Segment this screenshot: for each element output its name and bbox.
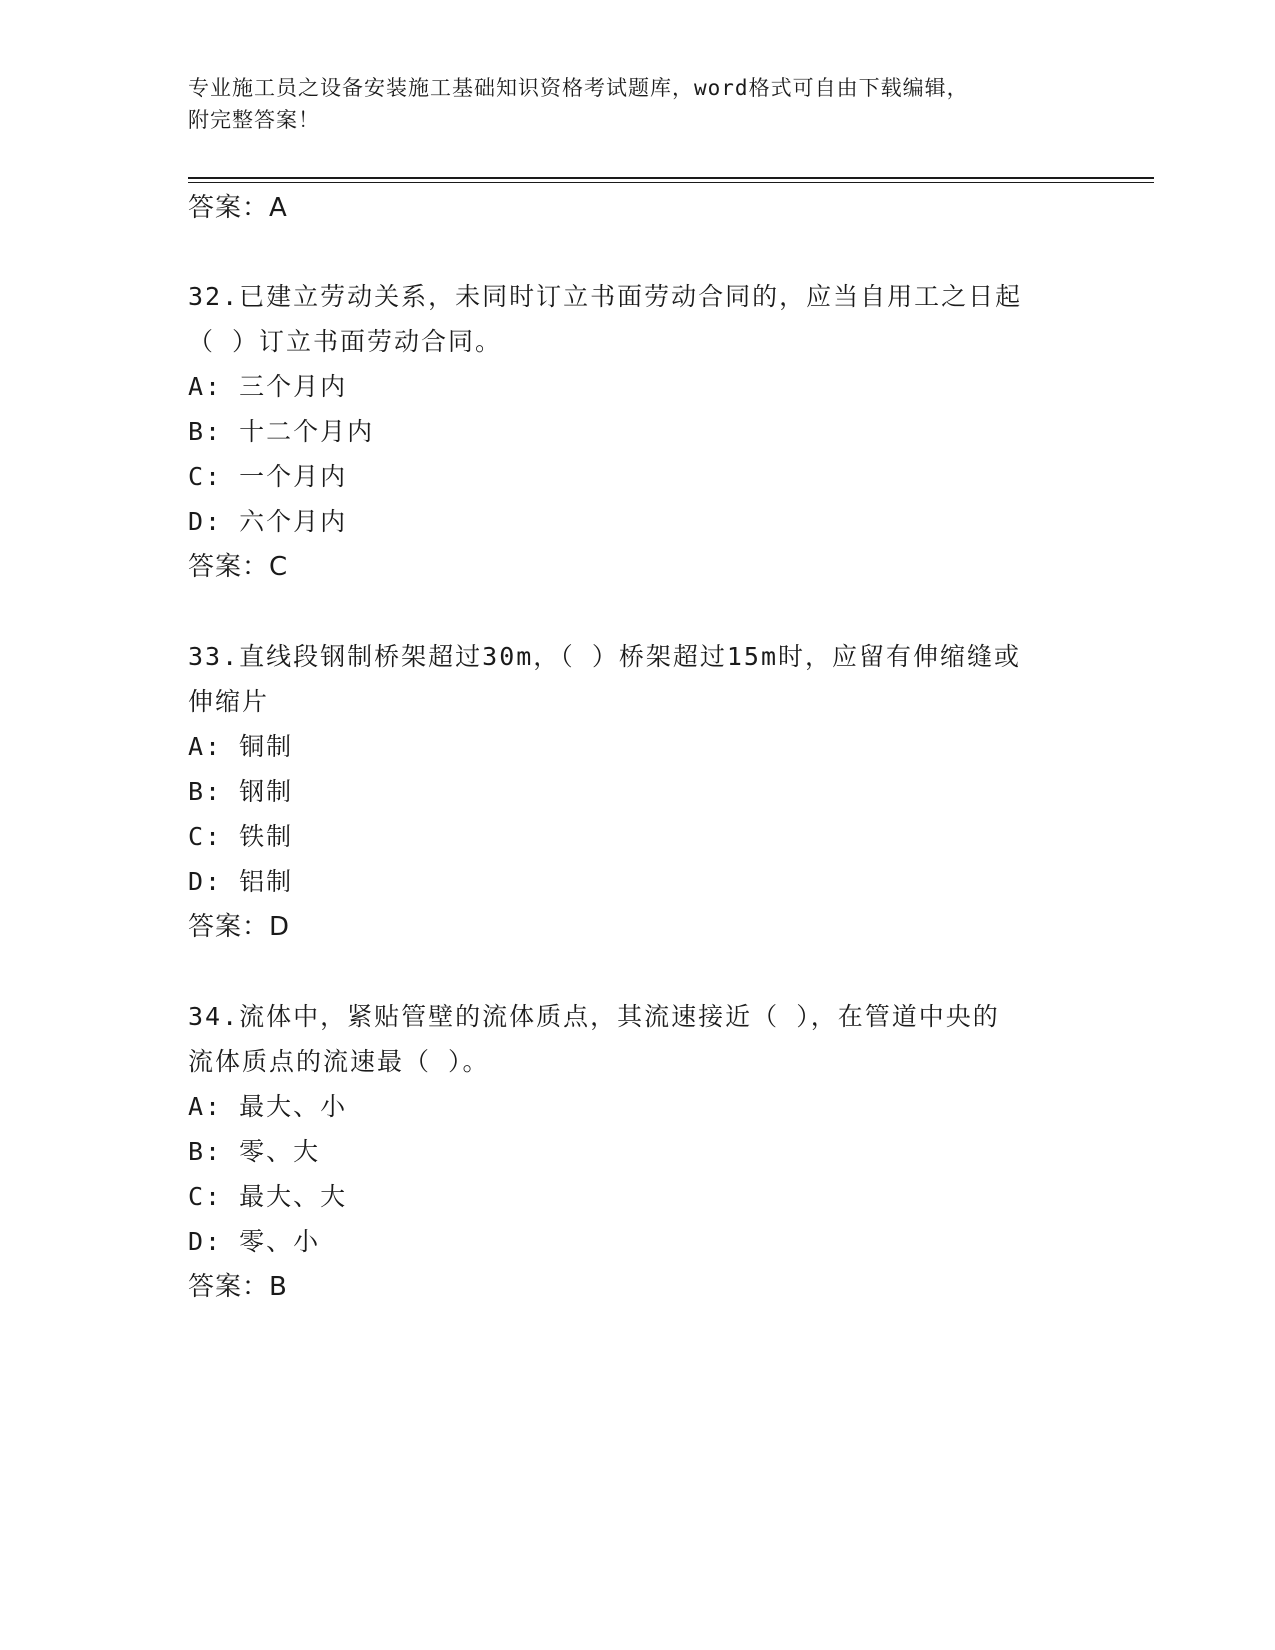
header-line-1: 专业施工员之设备安装施工基础知识资格考试题库，word格式可自由下载编辑， [188,76,969,100]
answer-previous: 答案：A [188,193,288,223]
question-34-answer: 答案：B [188,1272,288,1302]
question-34-option-a: A: 最大、小 [188,1092,348,1121]
question-32-option-a: A: 三个月内 [188,372,348,401]
header-line-2: 附完整答案！ [188,108,320,132]
document-header [188,72,1068,136]
question-34-stem-line-1: 34.流体中，紧贴管壁的流体质点，其流速接近（ ），在管道中央的 [188,1002,1000,1031]
question-32-answer: 答案：C [188,552,289,582]
question-33-option-b: B: 钢制 [188,777,294,806]
header-divider-thick [188,177,1154,179]
question-33-option-a: A: 铜制 [188,732,294,761]
question-33-stem-line-1: 33.直线段钢制桥架超过30m，（ ）桥架超过15m时，应留有伸缩缝或 [188,642,1022,671]
question-32-stem-line-1: 32.已建立劳动关系，未同时订立书面劳动合同的，应当自用工之日起 [188,282,1023,311]
question-34-option-b: B: 零、大 [188,1137,321,1166]
question-33-answer: 答案：D [188,912,291,942]
question-32-option-c: C: 一个月内 [188,462,348,491]
question-34-stem-line-2: 流体质点的流速最（ ）。 [188,1047,490,1076]
header-divider-thin [188,182,1154,183]
question-33-option-d: D: 铝制 [188,867,294,896]
question-33-stem-line-2: 伸缩片 [188,687,270,716]
question-33-option-c: C: 铁制 [188,822,294,851]
question-32-option-b: B: 十二个月内 [188,417,375,446]
question-34-option-c: C: 最大、大 [188,1182,348,1211]
question-34-option-d: D: 零、小 [188,1227,321,1256]
question-32-option-d: D: 六个月内 [188,507,348,536]
question-32-stem-line-2: （ ）订立书面劳动合同。 [188,327,503,356]
